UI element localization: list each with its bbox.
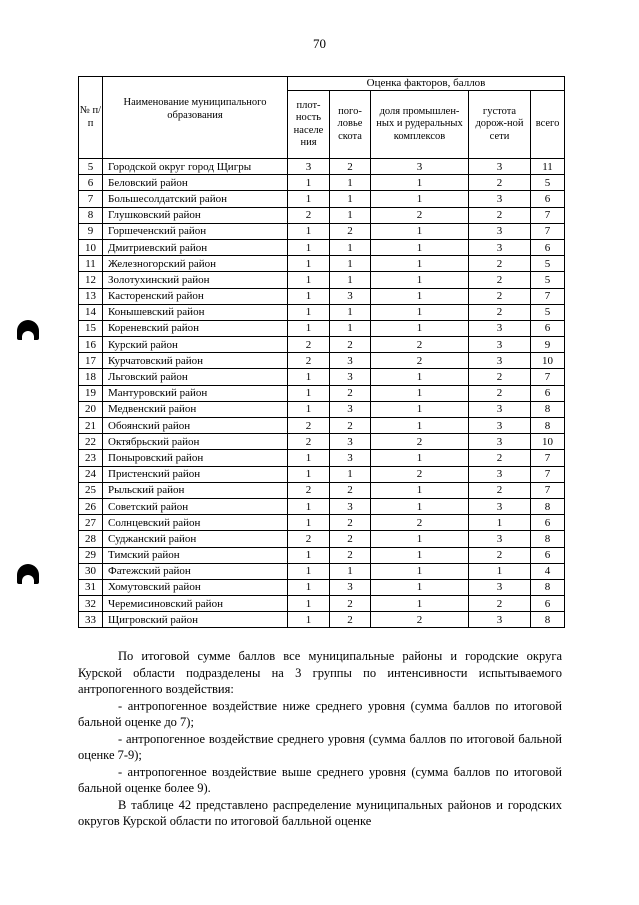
table-row xyxy=(79,401,565,417)
row-population-density: 3 xyxy=(288,159,330,175)
row-name: Льговский район xyxy=(103,369,288,385)
row-road-density: 2 xyxy=(469,450,531,466)
row-road-density: 2 xyxy=(469,207,531,223)
table-row xyxy=(79,207,565,223)
row-industrial-share: 2 xyxy=(371,612,469,628)
row-name: Глушковский район xyxy=(103,207,288,223)
row-name: Золотухинский район xyxy=(103,272,288,288)
row-road-density: 3 xyxy=(469,159,531,175)
row-road-density: 2 xyxy=(469,272,531,288)
row-name: Хомутовский район xyxy=(103,579,288,595)
row-road-density: 3 xyxy=(469,191,531,207)
row-industrial-share: 1 xyxy=(371,563,469,579)
table-row xyxy=(79,418,565,434)
bullet-above-average: - антропогенное воздействие выше среднего уровня (сумма баллов по итоговой бальной оценке более 9). xyxy=(78,764,562,795)
row-population-density: 2 xyxy=(288,353,330,369)
row-livestock: 3 xyxy=(330,450,371,466)
row-population-density: 2 xyxy=(288,418,330,434)
row-industrial-share: 3 xyxy=(371,159,469,175)
row-industrial-share: 2 xyxy=(371,353,469,369)
row-industrial-share: 1 xyxy=(371,579,469,595)
row-number: 7 xyxy=(79,191,103,207)
row-total: 5 xyxy=(531,304,565,320)
row-total: 8 xyxy=(531,612,565,628)
body-text xyxy=(78,648,562,830)
table-row xyxy=(79,191,565,207)
row-livestock: 2 xyxy=(330,482,371,498)
row-number: 19 xyxy=(79,385,103,401)
row-road-density: 2 xyxy=(469,256,531,272)
table-row xyxy=(79,515,565,531)
row-road-density: 3 xyxy=(469,531,531,547)
header-name: Наименование муниципального образования xyxy=(103,77,288,159)
row-population-density: 1 xyxy=(288,450,330,466)
row-name: Октябрьский район xyxy=(103,434,288,450)
row-name: Поныровский район xyxy=(103,450,288,466)
row-total: 8 xyxy=(531,418,565,434)
row-livestock: 2 xyxy=(330,385,371,401)
row-population-density: 2 xyxy=(288,434,330,450)
row-livestock: 2 xyxy=(330,223,371,239)
row-livestock: 1 xyxy=(330,239,371,255)
row-total: 7 xyxy=(531,369,565,385)
table-row xyxy=(79,450,565,466)
row-livestock: 2 xyxy=(330,531,371,547)
row-livestock: 3 xyxy=(330,353,371,369)
row-road-density: 3 xyxy=(469,353,531,369)
row-number: 5 xyxy=(79,159,103,175)
row-total: 10 xyxy=(531,353,565,369)
row-livestock: 1 xyxy=(330,320,371,336)
row-name: Пристенский район xyxy=(103,466,288,482)
row-total: 5 xyxy=(531,256,565,272)
row-road-density: 2 xyxy=(469,175,531,191)
row-population-density: 1 xyxy=(288,466,330,482)
row-population-density: 1 xyxy=(288,596,330,612)
row-industrial-share: 1 xyxy=(371,320,469,336)
binder-hole-icon xyxy=(17,320,39,340)
table-row xyxy=(79,159,565,175)
row-road-density: 3 xyxy=(469,337,531,353)
row-population-density: 1 xyxy=(288,498,330,514)
row-name: Обоянский район xyxy=(103,418,288,434)
row-livestock: 2 xyxy=(330,547,371,563)
row-industrial-share: 2 xyxy=(371,466,469,482)
row-number: 9 xyxy=(79,223,103,239)
row-population-density: 1 xyxy=(288,191,330,207)
row-total: 6 xyxy=(531,385,565,401)
row-road-density: 1 xyxy=(469,515,531,531)
row-road-density: 3 xyxy=(469,612,531,628)
table-row xyxy=(79,547,565,563)
row-population-density: 1 xyxy=(288,369,330,385)
row-number: 23 xyxy=(79,450,103,466)
row-livestock: 1 xyxy=(330,207,371,223)
row-number: 10 xyxy=(79,239,103,255)
header-road-density: густота дорож-ной сети xyxy=(469,91,531,159)
row-number: 32 xyxy=(79,596,103,612)
row-name: Большесолдатский район xyxy=(103,191,288,207)
row-number: 25 xyxy=(79,482,103,498)
row-livestock: 1 xyxy=(330,175,371,191)
row-population-density: 1 xyxy=(288,547,330,563)
row-total: 6 xyxy=(531,239,565,255)
row-road-density: 2 xyxy=(469,369,531,385)
row-road-density: 2 xyxy=(469,304,531,320)
table-body xyxy=(79,159,565,628)
row-total: 5 xyxy=(531,272,565,288)
row-livestock: 3 xyxy=(330,498,371,514)
row-road-density: 3 xyxy=(469,401,531,417)
row-livestock: 3 xyxy=(330,288,371,304)
row-industrial-share: 1 xyxy=(371,596,469,612)
bullet-below-average: - антропогенное воздействие ниже среднего уровня (сумма баллов по итоговой бальной оценке до 7); xyxy=(78,698,562,729)
row-name: Фатежский район xyxy=(103,563,288,579)
header-factor-group: Оценка факторов, баллов xyxy=(288,77,565,91)
row-name: Черемисиновский район xyxy=(103,596,288,612)
row-name: Железногорский район xyxy=(103,256,288,272)
table-row xyxy=(79,579,565,595)
row-road-density: 3 xyxy=(469,498,531,514)
row-total: 8 xyxy=(531,498,565,514)
row-population-density: 2 xyxy=(288,337,330,353)
row-number: 17 xyxy=(79,353,103,369)
row-industrial-share: 1 xyxy=(371,223,469,239)
binder-hole-icon xyxy=(17,564,39,584)
row-name: Советский район xyxy=(103,498,288,514)
row-road-density: 3 xyxy=(469,434,531,450)
row-name: Городской округ город Щигры xyxy=(103,159,288,175)
row-livestock: 2 xyxy=(330,596,371,612)
row-total: 6 xyxy=(531,320,565,336)
row-livestock: 2 xyxy=(330,337,371,353)
table-row xyxy=(79,272,565,288)
row-road-density: 2 xyxy=(469,596,531,612)
header-number: № п/п xyxy=(79,77,103,159)
row-industrial-share: 1 xyxy=(371,482,469,498)
row-population-density: 1 xyxy=(288,175,330,191)
factor-score-table xyxy=(78,76,565,628)
table-row xyxy=(79,596,565,612)
row-livestock: 1 xyxy=(330,272,371,288)
table-row xyxy=(79,612,565,628)
table-row xyxy=(79,337,565,353)
row-road-density: 2 xyxy=(469,385,531,401)
header-industrial-share: доля промышлен-ных и рудеральных комплексов xyxy=(371,91,469,159)
row-population-density: 1 xyxy=(288,223,330,239)
row-total: 6 xyxy=(531,596,565,612)
table-row xyxy=(79,304,565,320)
row-total: 6 xyxy=(531,515,565,531)
row-population-density: 1 xyxy=(288,401,330,417)
row-livestock: 3 xyxy=(330,401,371,417)
row-road-density: 3 xyxy=(469,466,531,482)
row-number: 28 xyxy=(79,531,103,547)
row-population-density: 1 xyxy=(288,612,330,628)
row-total: 7 xyxy=(531,207,565,223)
row-road-density: 3 xyxy=(469,579,531,595)
header-population-density: плот-ность населе ния xyxy=(288,91,330,159)
row-total: 10 xyxy=(531,434,565,450)
row-number: 27 xyxy=(79,515,103,531)
row-total: 9 xyxy=(531,337,565,353)
row-industrial-share: 1 xyxy=(371,450,469,466)
intro-paragraph: По итоговой сумме баллов все муниципальные районы и городские округа Курской области подразделены на 3 группы по интенсивности испытываемого антропогенного воздействия: xyxy=(78,649,562,696)
row-livestock: 1 xyxy=(330,304,371,320)
row-total: 7 xyxy=(531,450,565,466)
table-row xyxy=(79,369,565,385)
row-total: 7 xyxy=(531,223,565,239)
row-total: 7 xyxy=(531,482,565,498)
row-industrial-share: 1 xyxy=(371,304,469,320)
row-total: 6 xyxy=(531,191,565,207)
table-row xyxy=(79,563,565,579)
row-industrial-share: 1 xyxy=(371,175,469,191)
row-number: 16 xyxy=(79,337,103,353)
row-number: 20 xyxy=(79,401,103,417)
row-total: 8 xyxy=(531,401,565,417)
table-row xyxy=(79,256,565,272)
row-total: 11 xyxy=(531,159,565,175)
row-industrial-share: 2 xyxy=(371,515,469,531)
row-road-density: 2 xyxy=(469,482,531,498)
row-industrial-share: 2 xyxy=(371,337,469,353)
bullet-average: - антропогенное воздействие среднего уровня (сумма баллов по итоговой бальной оценке 7-9); xyxy=(78,731,562,762)
row-livestock: 2 xyxy=(330,612,371,628)
row-livestock: 1 xyxy=(330,466,371,482)
row-name: Тимский район xyxy=(103,547,288,563)
row-livestock: 3 xyxy=(330,369,371,385)
table-row xyxy=(79,434,565,450)
page-number: 70 xyxy=(313,36,326,51)
row-industrial-share: 1 xyxy=(371,418,469,434)
row-industrial-share: 2 xyxy=(371,207,469,223)
row-number: 14 xyxy=(79,304,103,320)
row-livestock: 1 xyxy=(330,563,371,579)
row-livestock: 2 xyxy=(330,159,371,175)
row-road-density: 3 xyxy=(469,320,531,336)
row-livestock: 1 xyxy=(330,191,371,207)
row-number: 33 xyxy=(79,612,103,628)
row-total: 7 xyxy=(531,466,565,482)
header-livestock: пого-ловье скота xyxy=(330,91,371,159)
row-population-density: 1 xyxy=(288,579,330,595)
row-name: Щигровский район xyxy=(103,612,288,628)
table-row xyxy=(79,239,565,255)
row-total: 7 xyxy=(531,288,565,304)
row-number: 24 xyxy=(79,466,103,482)
row-number: 30 xyxy=(79,563,103,579)
row-livestock: 3 xyxy=(330,434,371,450)
row-road-density: 3 xyxy=(469,239,531,255)
row-name: Дмитриевский район xyxy=(103,239,288,255)
table-row xyxy=(79,320,565,336)
row-industrial-share: 1 xyxy=(371,547,469,563)
row-population-density: 1 xyxy=(288,563,330,579)
row-name: Беловский район xyxy=(103,175,288,191)
row-population-density: 1 xyxy=(288,515,330,531)
row-name: Суджанский район xyxy=(103,531,288,547)
row-road-density: 3 xyxy=(469,223,531,239)
row-population-density: 1 xyxy=(288,256,330,272)
closing-paragraph: В таблице 42 представлено распределение муниципальных районов и городских округов Курской области по итоговой балльной оценке xyxy=(78,797,562,828)
row-number: 11 xyxy=(79,256,103,272)
row-population-density: 1 xyxy=(288,272,330,288)
table-row xyxy=(79,353,565,369)
row-livestock: 1 xyxy=(330,256,371,272)
row-population-density: 1 xyxy=(288,304,330,320)
row-industrial-share: 1 xyxy=(371,239,469,255)
table-row xyxy=(79,498,565,514)
table-row xyxy=(79,385,565,401)
row-road-density: 1 xyxy=(469,563,531,579)
row-population-density: 1 xyxy=(288,239,330,255)
row-name: Рыльский район xyxy=(103,482,288,498)
row-number: 18 xyxy=(79,369,103,385)
row-total: 8 xyxy=(531,579,565,595)
table-row xyxy=(79,482,565,498)
row-industrial-share: 1 xyxy=(371,272,469,288)
row-industrial-share: 2 xyxy=(371,434,469,450)
row-name: Касторенский район xyxy=(103,288,288,304)
table-row xyxy=(79,531,565,547)
row-industrial-share: 1 xyxy=(371,498,469,514)
row-industrial-share: 1 xyxy=(371,385,469,401)
row-industrial-share: 1 xyxy=(371,369,469,385)
row-number: 21 xyxy=(79,418,103,434)
row-name: Кореневский район xyxy=(103,320,288,336)
row-number: 29 xyxy=(79,547,103,563)
table-row xyxy=(79,288,565,304)
row-total: 4 xyxy=(531,563,565,579)
row-industrial-share: 1 xyxy=(371,288,469,304)
row-name: Горшеченский район xyxy=(103,223,288,239)
row-population-density: 1 xyxy=(288,320,330,336)
row-industrial-share: 1 xyxy=(371,256,469,272)
row-total: 8 xyxy=(531,531,565,547)
row-population-density: 1 xyxy=(288,385,330,401)
row-livestock: 2 xyxy=(330,515,371,531)
row-industrial-share: 1 xyxy=(371,531,469,547)
row-number: 13 xyxy=(79,288,103,304)
header-total: всего xyxy=(531,91,565,159)
row-population-density: 1 xyxy=(288,288,330,304)
row-road-density: 2 xyxy=(469,547,531,563)
row-livestock: 3 xyxy=(330,579,371,595)
row-number: 8 xyxy=(79,207,103,223)
row-number: 31 xyxy=(79,579,103,595)
row-number: 6 xyxy=(79,175,103,191)
row-road-density: 2 xyxy=(469,288,531,304)
row-industrial-share: 1 xyxy=(371,401,469,417)
row-name: Медвенский район xyxy=(103,401,288,417)
row-industrial-share: 1 xyxy=(371,191,469,207)
row-total: 5 xyxy=(531,175,565,191)
row-road-density: 3 xyxy=(469,418,531,434)
row-number: 22 xyxy=(79,434,103,450)
row-population-density: 2 xyxy=(288,207,330,223)
row-name: Курский район xyxy=(103,337,288,353)
row-number: 12 xyxy=(79,272,103,288)
row-name: Солнцевский район xyxy=(103,515,288,531)
row-number: 15 xyxy=(79,320,103,336)
row-name: Конышевский район xyxy=(103,304,288,320)
table-row xyxy=(79,466,565,482)
row-name: Курчатовский район xyxy=(103,353,288,369)
row-population-density: 2 xyxy=(288,482,330,498)
table-row xyxy=(79,223,565,239)
row-number: 26 xyxy=(79,498,103,514)
row-population-density: 2 xyxy=(288,531,330,547)
row-livestock: 2 xyxy=(330,418,371,434)
table-row xyxy=(79,175,565,191)
row-name: Мантуровский район xyxy=(103,385,288,401)
row-total: 6 xyxy=(531,547,565,563)
